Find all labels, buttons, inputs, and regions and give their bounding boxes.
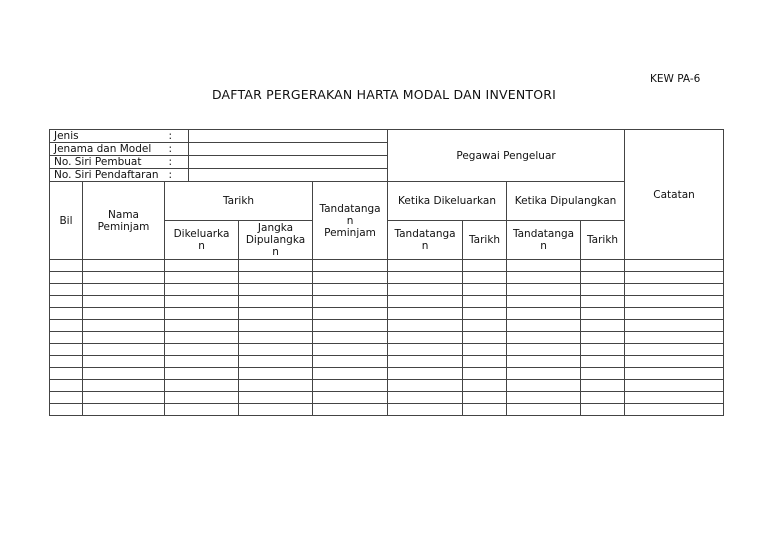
cell[interactable] [50,404,83,416]
cell[interactable] [313,380,388,392]
cell[interactable] [83,308,165,320]
cell[interactable] [83,404,165,416]
cell[interactable] [239,404,313,416]
cell[interactable] [581,380,625,392]
info-label-siri-pembuat: No. Siri Pembuat [50,156,165,169]
cell[interactable] [507,320,581,332]
cell[interactable] [239,260,313,272]
table-row [50,296,724,308]
cell[interactable] [625,380,724,392]
cell[interactable] [507,260,581,272]
cell[interactable] [50,296,83,308]
cell[interactable] [388,284,463,296]
cell[interactable] [239,320,313,332]
cell[interactable] [50,320,83,332]
cell[interactable] [463,260,507,272]
info-colon: : [165,156,189,169]
info-label-jenis: Jenis [50,130,165,143]
cell[interactable] [507,296,581,308]
cell[interactable] [581,404,625,416]
cell[interactable] [463,332,507,344]
cell[interactable] [581,392,625,404]
cell[interactable] [165,380,239,392]
table-row [50,332,724,344]
cell[interactable] [507,356,581,368]
info-colon: : [165,130,189,143]
cell[interactable] [83,284,165,296]
cell[interactable] [388,296,463,308]
cell[interactable] [239,284,313,296]
cell[interactable] [313,356,388,368]
cell[interactable] [388,260,463,272]
cell[interactable] [50,344,83,356]
cell[interactable] [625,368,724,380]
pegawai-pengeluar-header: Pegawai Pengeluar [388,130,625,182]
cell[interactable] [388,404,463,416]
cell[interactable] [388,272,463,284]
info-label-siri-pendaftaran: No. Siri Pendaftaran [50,169,165,182]
cell[interactable] [50,284,83,296]
table-row [50,284,724,296]
info-label-jenama: Jenama dan Model [50,143,165,156]
cell[interactable] [625,296,724,308]
cell[interactable] [388,344,463,356]
cell[interactable] [388,332,463,344]
cell[interactable] [625,332,724,344]
cell[interactable] [313,404,388,416]
cell[interactable] [50,272,83,284]
bil-header: Bil [50,182,83,260]
cell[interactable] [313,320,388,332]
page-title: DAFTAR PERGERAKAN HARTA MODAL DAN INVENTORI [211,87,557,102]
cell[interactable] [507,344,581,356]
cell[interactable] [50,392,83,404]
cell[interactable] [507,284,581,296]
cell[interactable] [50,356,83,368]
catatan-header: Catatan [625,130,724,260]
table-row [50,356,724,368]
movement-register [49,129,724,416]
cell[interactable] [239,356,313,368]
cell[interactable] [581,332,625,344]
cell[interactable] [581,368,625,380]
cell[interactable] [388,320,463,332]
cell[interactable] [625,392,724,404]
cell[interactable] [581,296,625,308]
info-value-jenama[interactable] [189,143,388,156]
table-row [50,392,724,404]
cell[interactable] [83,332,165,344]
dikeluarkan-header: Dikeluarka n [165,221,239,260]
info-value-siri-pendaftaran[interactable] [189,169,388,182]
cell[interactable] [507,368,581,380]
cell[interactable] [388,392,463,404]
cell[interactable] [50,308,83,320]
cell[interactable] [83,380,165,392]
cell[interactable] [83,344,165,356]
cell[interactable] [83,356,165,368]
cell[interactable] [625,272,724,284]
info-colon: : [165,143,189,156]
cell[interactable] [581,320,625,332]
info-value-jenis[interactable] [189,130,388,143]
cell[interactable] [165,344,239,356]
table-row [50,320,724,332]
cell[interactable] [83,260,165,272]
tandatangan-pulang-header: Tandatanga n [507,221,581,260]
cell[interactable] [165,260,239,272]
cell[interactable] [165,356,239,368]
cell[interactable] [463,272,507,284]
cell[interactable] [83,368,165,380]
cell[interactable] [463,344,507,356]
table-row [50,344,724,356]
cell[interactable] [388,356,463,368]
cell[interactable] [507,272,581,284]
cell[interactable] [50,260,83,272]
cell[interactable] [625,260,724,272]
cell[interactable] [388,380,463,392]
cell[interactable] [313,296,388,308]
cell[interactable] [313,260,388,272]
cell[interactable] [165,320,239,332]
cell[interactable] [313,332,388,344]
cell[interactable] [388,308,463,320]
cell[interactable] [165,404,239,416]
cell[interactable] [50,380,83,392]
cell[interactable] [463,368,507,380]
table-row [50,260,724,272]
cell[interactable] [581,284,625,296]
cell[interactable] [165,284,239,296]
cell[interactable] [239,332,313,344]
cell[interactable] [239,308,313,320]
cell[interactable] [165,296,239,308]
cell[interactable] [581,344,625,356]
cell[interactable] [463,392,507,404]
cell[interactable] [83,392,165,404]
cell[interactable] [165,332,239,344]
cell[interactable] [313,392,388,404]
cell[interactable] [165,368,239,380]
cell[interactable] [239,380,313,392]
cell[interactable] [463,308,507,320]
cell[interactable] [581,260,625,272]
cell[interactable] [50,332,83,344]
cell[interactable] [463,320,507,332]
tandatangan-peminjam-header: Tandatanga n Peminjam [313,182,388,260]
cell[interactable] [239,368,313,380]
header-row [50,182,724,221]
cell[interactable] [313,344,388,356]
cell[interactable] [625,320,724,332]
table-row [50,368,724,380]
nama-peminjam-header: Nama Peminjam [83,182,165,260]
cell[interactable] [507,392,581,404]
cell[interactable] [313,272,388,284]
cell[interactable] [313,308,388,320]
cell[interactable] [625,308,724,320]
cell[interactable] [625,284,724,296]
table-row [50,404,724,416]
cell[interactable] [313,368,388,380]
cell[interactable] [581,272,625,284]
table-row [50,380,724,392]
cell[interactable] [463,404,507,416]
cell[interactable] [313,284,388,296]
info-value-siri-pembuat[interactable] [189,156,388,169]
jangka-dipulangkan-header: Jangka Dipulangka n [239,221,313,260]
cell[interactable] [165,392,239,404]
table-row [50,272,724,284]
cell[interactable] [463,284,507,296]
cell[interactable] [625,344,724,356]
cell[interactable] [239,344,313,356]
cell[interactable] [83,296,165,308]
cell[interactable] [165,308,239,320]
tarikh-header: Tarikh [165,182,313,221]
cell[interactable] [239,296,313,308]
cell[interactable] [83,320,165,332]
cell[interactable] [507,308,581,320]
cell[interactable] [50,368,83,380]
tarikh-pulang-header: Tarikh [581,221,625,260]
cell[interactable] [507,380,581,392]
info-colon: : [165,169,189,182]
form-code: KEW PA-6 [650,73,701,85]
cell[interactable] [507,332,581,344]
cell[interactable] [463,356,507,368]
cell[interactable] [581,356,625,368]
cell[interactable] [83,272,165,284]
tarikh-keluar-header: Tarikh [463,221,507,260]
cell[interactable] [239,272,313,284]
cell[interactable] [165,272,239,284]
cell[interactable] [625,404,724,416]
cell[interactable] [463,296,507,308]
cell[interactable] [388,368,463,380]
cell[interactable] [239,392,313,404]
ketika-dikeluarkan-header: Ketika Dikeluarkan [388,182,507,221]
cell[interactable] [625,356,724,368]
cell[interactable] [581,308,625,320]
ketika-dipulangkan-header: Ketika Dipulangkan [507,182,625,221]
table-row [50,308,724,320]
cell[interactable] [463,380,507,392]
info-row [50,130,724,143]
tandatangan-keluar-header: Tandatanga n [388,221,463,260]
cell[interactable] [507,404,581,416]
